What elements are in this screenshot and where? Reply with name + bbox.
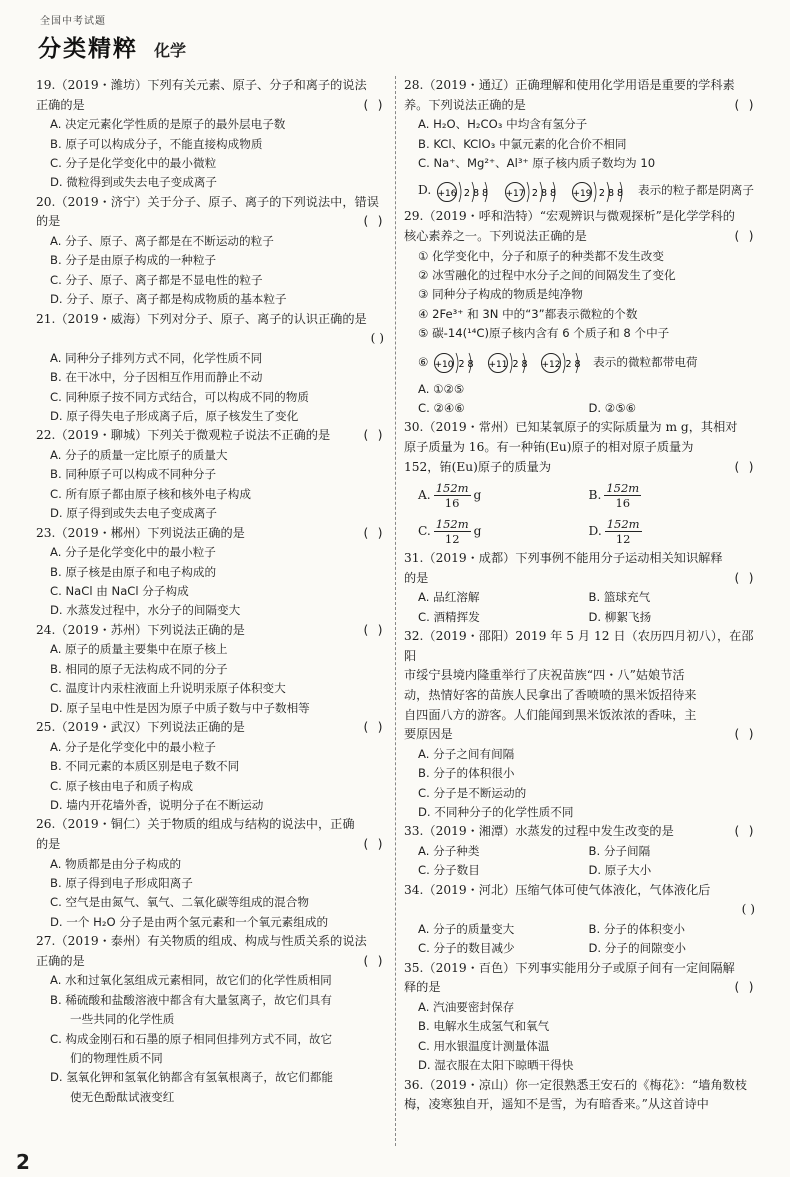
answer-blank: ( ) [732, 570, 755, 585]
question-32 [404, 627, 759, 822]
answer-blank: ( ) [732, 459, 755, 474]
option-row [404, 939, 759, 958]
question-stem: 梅，凌寒独自开，遥知不是雪，为有暗香来。”从这首诗中 [404, 1097, 709, 1112]
option-c: C. NaCl 由 NaCl 分子构成 [50, 584, 189, 599]
fraction: $\frac{152m}{12}$ [606, 517, 640, 547]
option-c: C. Na⁺、Mg²⁺、Al³⁺ 原子核内质子数均为 10 [418, 156, 656, 170]
question-stem: 25.（2019・武汉）下列说法正确的是 [36, 720, 245, 735]
option-d: D. 氢氧化钾和氢氧化钠都含有氢氧根离子，故它们都能 [50, 1070, 333, 1085]
nucleus-charge: +12 [541, 360, 561, 371]
option-d [404, 173, 759, 207]
option-a: A. 分子、原子、离子都是在不断运动的粒子 [50, 234, 274, 248]
option-b: B. 在干冰中，分子因相互作用而静止不动 [50, 370, 263, 385]
question-29 [404, 207, 759, 418]
question-stem: 32.（2019・邵阳）2019 年 5 月 12 日（农历四月初八），在邵阳 [404, 629, 754, 663]
question-34 [404, 881, 759, 959]
option-c: C. 分子数目 [418, 863, 480, 878]
option-d: D. 分子的间隙变小 [588, 941, 686, 956]
question-stem: 的是 [404, 570, 429, 585]
statement-6 [404, 344, 759, 380]
question-24 [36, 621, 388, 718]
question-stem: 29.（2019・呼和浩特）“宏观辨识与微观探析”是化学学科的 [404, 209, 735, 224]
question-stem: 23.（2019・郴州）下列说法正确的是 [36, 525, 245, 540]
option-b: B. 电解水生成氢气和氧气 [418, 1019, 550, 1034]
option-b: B. $\frac{152m}{16}$ [588, 481, 640, 511]
fraction: $\frac{152m}{12}$ [435, 517, 469, 547]
option-a: A. 同种分子排列方式不同，化学性质不同 [50, 350, 263, 365]
question-31 [404, 549, 759, 627]
question-27 [36, 932, 388, 1107]
nucleus-charge: +10 [434, 360, 454, 371]
page-number: 2 [16, 1150, 30, 1174]
option-c: C. $\frac{152m}{12}$ g [418, 517, 482, 547]
question-stem: 35.（2019・百色）下列事实能用分子或原子间有一定间隔解 [404, 960, 735, 975]
answer-blank: ( ) [741, 902, 755, 917]
option-d: D. 湿衣服在太阳下晾晒干得快 [418, 1058, 574, 1073]
answer-blank: ( ) [361, 836, 384, 851]
question-stem: 原子质量为 16。有一种铕(Eu)原子的相对原子质量为 [404, 440, 694, 455]
option-b: B. 分子间隔 [588, 844, 651, 858]
question-35 [404, 959, 759, 1076]
question-stem: 36.（2019・凉山）你一定很熟悉王安石的《梅花》：“墙角数枝 [404, 1077, 748, 1092]
option-d: D. $\frac{152m}{12}$ [588, 517, 640, 547]
option-c: C. 分子是不断运动的 [418, 785, 527, 800]
answer-blank: ( ) [370, 331, 384, 346]
electron-shells: 2 8 8 [599, 187, 624, 199]
atom-structure-diagram [486, 347, 536, 377]
option-row [404, 608, 759, 627]
option-row [404, 920, 759, 939]
option-d: D. 微粒得到或失去电子变成离子 [50, 175, 218, 190]
question-stem: 养。下列说法正确的是 [404, 97, 526, 112]
option-a: A. H₂O、H₂CO₃ 中均含有氢分子 [418, 117, 588, 132]
brand-title: 分类精粹 [38, 36, 138, 62]
answer-blank: ( ) [732, 824, 755, 839]
option-d: D. 分子、原子、离子都是构成物质的基本粒子 [50, 292, 287, 307]
option-a: A. ①②⑤ [418, 381, 465, 396]
option-d: D. 原子大小 [588, 863, 652, 878]
option-a: A. 水和过氧化氢组成元素相同，故它们的化学性质相同 [50, 973, 332, 988]
question-33 [404, 822, 759, 880]
question-stem: 31.（2019・成都）下列事例不能用分子运动相关知识解释 [404, 551, 723, 566]
question-stem: 核心素养之一。下列说法正确的是 [404, 229, 587, 243]
question-stem: 28.（2019・通辽）正确理解和使用化学用语是重要的学科素 [404, 78, 735, 92]
atom-structure-diagram [570, 176, 634, 206]
answer-blank: ( ) [732, 97, 755, 112]
option-b: B. KCl、KClO₃ 中氯元素的化合价不相同 [418, 136, 627, 151]
answer-blank: ( ) [732, 727, 755, 742]
nucleus-charge: +16 [437, 188, 457, 199]
option-b: B. 稀硫酸和盐酸溶液中都含有大量氢离子，故它们具有 [50, 992, 332, 1007]
column-divider [395, 76, 396, 1146]
option-c: C. 分子的数目减少 [418, 941, 515, 956]
option-a: A. 分子种类 [418, 844, 480, 858]
atom-structure-diagram [435, 176, 499, 206]
nucleus-charge: +19 [572, 188, 592, 199]
option-c: C. ②④⑥ [418, 401, 465, 416]
option-d: D. 柳絮飞扬 [588, 609, 652, 624]
question-stem: 24.（2019・苏州）下列说法正确的是 [36, 622, 245, 637]
answer-blank: ( ) [361, 525, 384, 540]
option-b: B. 原子可以构成分子，不能直接构成物质 [50, 136, 263, 151]
statement-2: ② 冰雪融化的过程中水分子之间的间隔发生了变化 [418, 268, 676, 282]
question-stem: 34.（2019・河北）压缩气体可使气体液化，气体液化后 [404, 882, 711, 897]
statement-text: 表示的微粒都带电荷 [593, 354, 698, 369]
statement-3: ③ 同种分子构成的物质是纯净物 [418, 287, 583, 302]
option-b: B. 同种原子可以构成不同种分子 [50, 467, 217, 482]
question-stem: 的是 [36, 214, 61, 229]
option-c: C. 原子核由电子和质子构成 [50, 778, 193, 793]
fraction: $\frac{152m}{16}$ [606, 481, 640, 511]
question-30 [404, 418, 759, 549]
question-stem: 30.（2019・常州）已知某氧原子的实际质量为 m g，其相对 [404, 420, 738, 435]
option-b: B. 原子核是由原子和电子构成的 [50, 564, 217, 579]
question-20 [36, 193, 388, 310]
answer-blank: ( ) [732, 229, 755, 243]
option-a: A. 决定元素化学性质的是原子的最外层电子数 [50, 117, 286, 132]
option-c: C. 用水银温度计测量体温 [418, 1038, 550, 1053]
option-c: C. 构成金刚石和石墨的原子相同但排列方式不同，故它 [50, 1031, 333, 1046]
fraction: $\frac{152m}{16}$ [435, 481, 469, 511]
option-a: A. 分子是化学变化中的最小粒子 [50, 739, 216, 754]
question-stem: 正确的是 [36, 97, 85, 112]
option-label: D. [418, 183, 432, 198]
question-stem: 动，热情好客的苗族人民拿出了香喷喷的黑米饭招待来 [404, 688, 697, 702]
option-d: D. 墙内开花墙外香，说明分子在不断运动 [50, 797, 264, 812]
subject-title: 化学 [154, 41, 187, 60]
electron-shells: 2 8 8 [531, 187, 556, 199]
option-a: A. 原子的质量主要集中在原子核上 [50, 642, 228, 657]
page-header [36, 8, 776, 68]
question-stem: 自四面八方的游客。人们能闻到黑米饭浓浓的香味，主 [404, 707, 697, 722]
option-a: A. $\frac{152m}{16}$ g [418, 481, 482, 511]
option-c: C. 酒精挥发 [418, 609, 480, 624]
option-d: D. ②⑤⑥ [588, 401, 636, 416]
option-a: A. 分子的质量一定比原子的质量大 [50, 448, 228, 463]
right-column [404, 76, 759, 1115]
nucleus-charge: +17 [505, 188, 525, 199]
answer-blank: ( ) [361, 720, 384, 735]
question-stem: 的是 [36, 836, 61, 851]
nucleus-charge: +11 [488, 360, 508, 371]
atom-structure-diagram [432, 347, 482, 377]
statement-label: ⑥ [418, 354, 429, 369]
option-d-cont: 使无色酚酞试液变红 [70, 1089, 175, 1104]
question-stem: 19.（2019・潍坊）下列有关元素、原子、分子和离子的说法 [36, 78, 367, 92]
question-22 [36, 426, 388, 523]
answer-blank: ( ) [361, 428, 384, 443]
option-c-cont: 们的物理性质不同 [70, 1050, 163, 1065]
answer-blank: ( ) [361, 953, 384, 968]
atom-structure-diagram [539, 347, 589, 377]
question-stem: 21.（2019・威海）下列对分子、原子、离子的认识正确的是 [36, 311, 367, 326]
question-stem: 33.（2019・湘潭）水蒸发的过程中发生改变的是 [404, 824, 674, 839]
question-19 [36, 76, 388, 193]
answer-blank: ( ) [361, 622, 384, 637]
question-stem: 市绥宁县境内隆重举行了庆祝苗族“四・八”姑娘节活 [404, 668, 685, 683]
electron-shells: 2 8 8 [463, 187, 488, 199]
answer-blank: ( ) [361, 214, 384, 229]
question-25 [36, 718, 388, 815]
electron-shells: 2 8 [512, 359, 528, 371]
question-28 [404, 76, 759, 207]
option-a: A. 分子之间有间隔 [418, 746, 515, 761]
option-d: D. 一个 H₂O 分子是由两个氢元素和一个氧元素组成的 [50, 914, 329, 929]
option-a: A. 物质都是由分子构成的 [50, 856, 182, 871]
question-stem: 26.（2019・铜仁）关于物质的组成与结构的说法中，正确 [36, 817, 355, 832]
question-23 [36, 524, 388, 621]
option-row [404, 842, 759, 861]
option-d: D. 原子呈电中性是因为原子中质子数与中子数相等 [50, 700, 310, 715]
statement-5: ⑤ 碳-14(¹⁴C)原子核内含有 6 个质子和 8 个中子 [418, 326, 670, 341]
option-row [404, 513, 759, 549]
option-b-cont: 一些共同的化学性质 [70, 1012, 175, 1027]
option-row [404, 588, 759, 607]
question-stem: 152，铕(Eu)原子的质量为 [404, 459, 552, 474]
answer-blank: ( ) [361, 97, 384, 112]
question-stem: 释的是 [404, 980, 441, 995]
option-a: A. 品红溶解 [418, 590, 480, 605]
question-stem: 22.（2019・聊城）下列关于微观粒子说法不正确的是 [36, 428, 331, 443]
option-c: C. 分子是化学变化中的最小微粒 [50, 156, 217, 170]
question-stem: 20.（2019・济宁）关于分子、原子、离子的下列说法中，错误 [36, 194, 379, 209]
option-row [404, 861, 759, 880]
option-c: C. 分子、原子、离子都是不显电性的粒子 [50, 272, 263, 287]
question-21 [36, 310, 388, 427]
answer-blank: ( ) [732, 980, 755, 995]
electron-shells: 2 8 [458, 359, 474, 371]
question-stem: 要原因是 [404, 727, 453, 742]
option-b: B. 原子得到电子形成阳离子 [50, 875, 193, 890]
option-c: C. 温度计内汞柱液面上升说明汞原子体积变大 [50, 681, 286, 696]
electron-shells: 2 8 [565, 359, 582, 371]
question-stem: 正确的是 [36, 953, 85, 968]
option-row [404, 477, 759, 513]
atom-structure-diagram [503, 176, 567, 206]
option-b: B. 相同的原子无法构成不同的分子 [50, 661, 228, 676]
option-d: D. 水蒸发过程中，水分子的间隔变大 [50, 603, 241, 618]
series-title: 全国中考试题 [40, 16, 106, 27]
option-d: D. 不同种分子的化学性质不同 [418, 805, 574, 819]
option-b: B. 不同元素的本质区别是电子数不同 [50, 759, 240, 774]
option-b: B. 篮球充气 [588, 590, 651, 605]
option-a: A. 汽油要密封保存 [418, 1000, 515, 1014]
left-column [36, 76, 388, 1107]
option-d: D. 原子得到或失去电子变成离子 [50, 506, 218, 521]
option-d: D. 原子得失电子形成离子后，原子核发生了变化 [50, 409, 299, 424]
option-b: B. 分子是由原子构成的一种粒子 [50, 253, 217, 268]
statement-1: ① 化学变化中，分子和原子的种类都不发生改变 [418, 248, 664, 263]
option-a: A. 分子的质量变大 [418, 922, 515, 936]
option-row [404, 399, 759, 418]
option-b: B. 分子的体积变小 [588, 922, 685, 936]
option-b: B. 分子的体积很小 [418, 766, 515, 781]
option-c: C. 空气是由氮气、氧气、二氧化碳等组成的混合物 [50, 895, 309, 910]
question-36 [404, 1076, 759, 1115]
option-a: A. 分子是化学变化中的最小粒子 [50, 545, 216, 560]
question-stem: 27.（2019・泰州）有关物质的组成、构成与性质关系的说法 [36, 934, 367, 949]
option-c: C. 所有原子都由原子核和核外电子构成 [50, 486, 251, 501]
option-text: 表示的粒子都是阴离子 [637, 183, 754, 198]
option-c: C. 同种原子按不同方式结合，可以构成不同的物质 [50, 389, 309, 404]
statement-4: ④ 2Fe³⁺ 和 3N 中的“3”都表示微粒的个数 [418, 306, 638, 321]
question-26 [36, 815, 388, 932]
